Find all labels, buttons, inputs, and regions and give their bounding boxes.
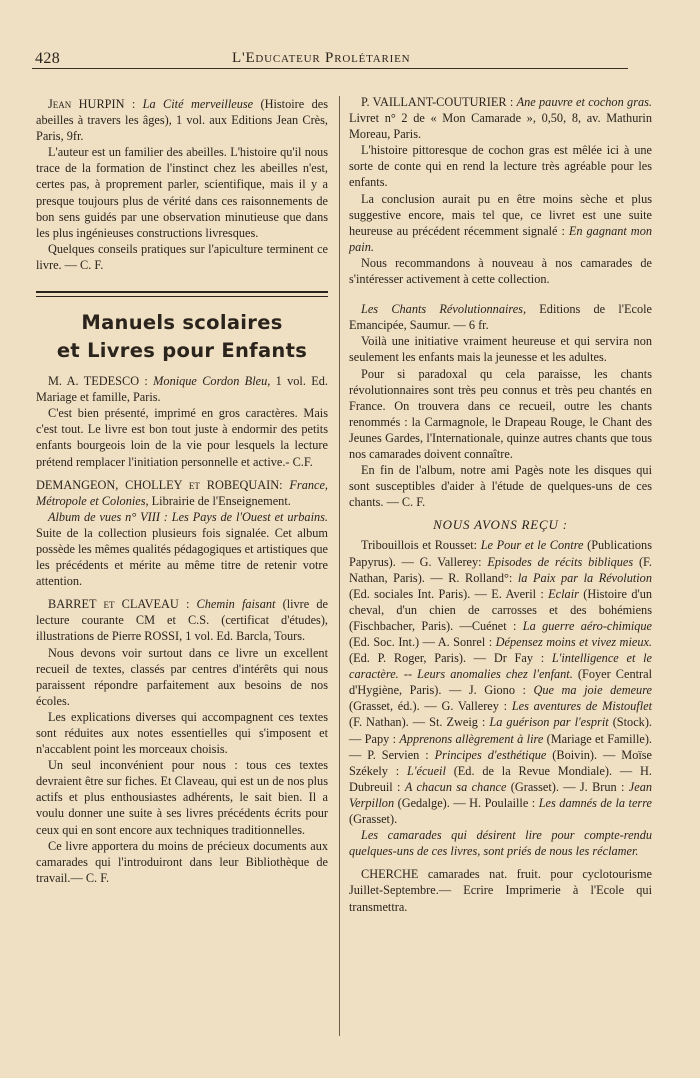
review-paragraph bbox=[349, 191, 652, 255]
classified-lead: CHERCHE bbox=[361, 867, 419, 882]
review-hurpin bbox=[36, 96, 328, 273]
received-author: (Grasset, éd.). — G. Vallerey : bbox=[349, 699, 512, 714]
classified-body: camarades nat. fruit. pour cyclotourisme Juillet-Septembre.— Ecrire Imprimerie à l'Ecole qui transmettra. bbox=[349, 867, 652, 914]
spacer bbox=[349, 859, 652, 866]
review-barret bbox=[36, 596, 328, 886]
received-author: (Ed. sociales Int. Paris). — E. Averil : bbox=[349, 586, 549, 601]
classified-ad bbox=[349, 866, 652, 914]
review-publication: (livre de lecture courante CM et C.S. (certificat d'études), illustrations de Pierre ROSSI, 1 vol. Ed. Barcla, Tours. bbox=[36, 597, 329, 644]
spacer bbox=[36, 470, 328, 477]
received-author: (Ed. Soc. Int.) — A. Sonrel : bbox=[349, 635, 496, 649]
review-author: BARRET et CLAVEAU : bbox=[48, 597, 197, 612]
received-title: Les damnés de la terre bbox=[538, 795, 652, 810]
received-author: Tribouillois et Rousset: bbox=[361, 538, 481, 553]
received-title: Le Pour et le Contre bbox=[480, 538, 584, 553]
received-author: (Ed. de la Revue Mondiale). — H. Dubreuil : bbox=[349, 763, 652, 794]
review-paragraph: L'auteur est un familier des abeilles. L'histoire qu'il nous trace de la formation de l'instinct chez les abeilles n'est, certes pas, à proprement parler, scientifique, mais il y a presque toujours plus de vérité dans ces raisonnements de bon sens guidés par une observation minutieuse que dans les plus ingénieuses constructions livresques. bbox=[36, 145, 328, 240]
received-section bbox=[349, 517, 652, 859]
review-tedesco bbox=[36, 373, 328, 470]
received-author: (Foyer Central d'Hygiène, Paris). — J. Giono : bbox=[349, 667, 652, 698]
received-author: (Gedalge). — H. Poulaille : bbox=[394, 795, 539, 810]
review-publication: Livret n° 2 de « Mon Camarade », 0,50, 8, av. Mathurin Moreau, Paris. bbox=[349, 111, 652, 142]
review-publication: (Histoire des abeilles à travers les âges), 1 vol. aux Editions Jean Crès, Paris, 9fr. bbox=[36, 97, 328, 144]
page-number: 428 bbox=[35, 50, 61, 67]
review-paragraph: L'histoire pittoresque de cochon gras est mêlée ici à une sorte de conte qui en rend la lecture très agréable pour les enfants. bbox=[349, 143, 652, 190]
review-reference bbox=[36, 477, 328, 509]
review-paragraph: Nous recommandons à nouveau à nos camarades de s'intéresser activement à cette collection. bbox=[349, 255, 652, 287]
review-author: DEMANGEON, CHOLLEY et ROBEQUAIN: bbox=[36, 477, 290, 492]
received-author: (Ed. P. Roger, Paris). — Dr Fay : bbox=[349, 651, 552, 666]
left-column bbox=[36, 96, 328, 886]
review-paragraph: Les explications diverses qui accompagnent ces textes sont réduites aux notes essentielles qui s'imposent et n'accablent point les morceaux choisis. bbox=[36, 709, 328, 757]
received-title: Eclair bbox=[548, 586, 579, 601]
received-author: (Mariage et Famille). — P. Servien : bbox=[349, 731, 652, 762]
received-title: Principes d'esthétique bbox=[434, 747, 547, 762]
received-author: (Grasset). — J. Brun : bbox=[506, 779, 629, 794]
album-title: Album de vues n° VIII : Les Pays de l'Ouest et urbains. bbox=[48, 509, 328, 524]
section-rule bbox=[36, 291, 328, 297]
review-paragraph: Quelques conseils pratiques sur l'apiculture terminent ce livre. — C. F. bbox=[36, 241, 328, 272]
review-paragraph: Nous devons voir surtout dans ce livre un excellent recueil de textes, classés par centres d'intérêts qui nous paraissent répondre parfaitement aux besoins de nos écoles. bbox=[36, 645, 328, 708]
received-author: (F. Nathan). — St. Zweig : bbox=[349, 715, 490, 730]
header-rule bbox=[32, 68, 628, 69]
review-paragraph: Pour si paradoxal qu cela paraisse, les chants révolutionnaires sont très peu connus et très peu chantés en France. On trouvera dans ce recueil, outre les chants renommés : la Carmagnole, le Drapeau Rouge, le Chant des Jeunes Gardes, l'Internationale, quinze autres chants que tous nos camarades doivent connaître. bbox=[349, 366, 652, 461]
received-title: Jean Verpillon bbox=[349, 779, 653, 810]
received-author: (Grasset). bbox=[349, 812, 398, 827]
review-author: Jean HURPIN : bbox=[48, 97, 143, 111]
received-heading: NOUS AVONS REÇU : bbox=[433, 517, 568, 533]
section-title-line: Manuels scolaires bbox=[81, 311, 283, 335]
review-book-title: En gagnant mon pain. bbox=[349, 223, 652, 254]
review-author: P. VAILLANT-COUTURIER : bbox=[361, 95, 517, 109]
received-author: (F. Nathan, Paris). — R. Rolland°: bbox=[349, 554, 652, 585]
review-paragraph: C'est bien présenté, imprimé en gros caractères. Mais c'est tout. Le livre est bon tout juste à endormir des petits enfants bourgeois loin de la vie pour lesquels la lecture prétend remplacer l'initiation personnelle et active.- C.F. bbox=[36, 406, 328, 469]
journal-title: L'Educateur Prolétarien bbox=[232, 50, 411, 66]
review-paragraph: En fin de l'album, notre ami Pagès note les disques qui sont susceptibles d'aider à l'étude de quelques-uns de ces chants. — C. F. bbox=[349, 463, 652, 510]
review-publication: Librairie de l'Enseignement. bbox=[148, 493, 291, 508]
review-publication: Editions de l'Ecole Emancipée, Saumur. — 6 fr. bbox=[349, 302, 652, 333]
review-book-title: Les Chants Révolutionnaires, bbox=[361, 302, 527, 317]
review-book-title: La Cité merveilleuse bbox=[142, 97, 254, 111]
received-title: Les aventures de Mistouflet bbox=[511, 699, 652, 714]
received-author: (Stock). — Papy : bbox=[349, 715, 652, 746]
review-author: M. A. TEDESCO : bbox=[48, 374, 154, 389]
received-title: A chacun sa chance bbox=[404, 779, 507, 794]
review-book-title: Chemin faisant bbox=[196, 597, 276, 612]
received-title: La guérison par l'esprit bbox=[489, 715, 609, 730]
received-title: L'intelligence et le caractère. -- Leurs anomalies chez l'enfant. bbox=[349, 651, 652, 682]
review-paragraph bbox=[36, 509, 328, 589]
classified-text bbox=[349, 866, 652, 914]
received-title: Dépensez moins et vivez mieux. bbox=[495, 635, 652, 649]
received-title: Que ma joie demeure bbox=[533, 683, 652, 698]
received-title: Episodes de récits bibliques bbox=[487, 554, 634, 569]
received-title: La guerre aéro-chimique bbox=[522, 618, 652, 633]
column-divider bbox=[339, 96, 340, 1036]
review-paragraph: Voilà une initiative vraiment heureuse et qui servira non seulement les enfants mais la jeunesse et les adultes. bbox=[349, 334, 652, 365]
right-column bbox=[349, 94, 652, 915]
spacer bbox=[349, 287, 652, 294]
review-reference bbox=[349, 94, 652, 142]
review-chants bbox=[349, 301, 652, 510]
review-publication: 1 vol. Ed. Mariage et famille, Paris. bbox=[36, 374, 328, 405]
section-title-line: et Livres pour Enfants bbox=[56, 339, 308, 363]
received-author: (Publications Papyrus). — G. Vallerey: bbox=[349, 538, 652, 569]
review-reference bbox=[36, 596, 328, 644]
review-demangeon bbox=[36, 477, 328, 590]
review-text: Suite de la collection plusieurs fois signalée. Cet album possède les mêmes qualités pédagogiques et artistiques que les précédents et mérite au même titre de retenir votre attention. bbox=[36, 525, 328, 589]
review-paragraph: Ce livre apportera du moins de précieux documents aux camarades qui l'introduiront dans leur Bibliothèque de travail.— C. F. bbox=[36, 838, 328, 885]
review-reference bbox=[36, 96, 328, 144]
page-header bbox=[32, 46, 632, 70]
received-author: (Histoire d'un cheval, d'un chien de carrosses et des bohémiens (Fischbacher, Paris). —Cuénet : bbox=[349, 586, 652, 633]
received-title: la Paix par la Révolution bbox=[517, 570, 652, 585]
spacer bbox=[349, 510, 652, 517]
spacer bbox=[36, 589, 328, 596]
review-reference bbox=[349, 301, 652, 333]
received-title: Apprenons allègrement à lire bbox=[399, 731, 544, 746]
review-text: La conclusion aurait pu en être moins sèche et plus suggestive encore, mais tel que, ce livret est une suite heureuse au précédent récemment signalé : bbox=[349, 191, 652, 238]
review-reference bbox=[36, 373, 328, 405]
received-author: (Boivin). — Moïse Székely : bbox=[349, 747, 652, 778]
review-book-title: Ane pauvre et cochon gras. bbox=[516, 95, 652, 109]
section-title bbox=[36, 309, 328, 365]
received-title: L'écueil bbox=[407, 763, 446, 778]
spacer bbox=[349, 294, 652, 301]
review-paragraph: Un seul inconvénient pour nous : tous ces textes devraient être sur fiches. Et Claveau, qui est un de nos plus actifs et plus enthousiastes adhérents, le sait bien. Il a voulu donner une suite à ses livres précédents écrits pour ceux qui en sont encore aux techniques traditionnelles. bbox=[36, 758, 328, 837]
received-note: Les camarades qui désirent lire pour compte-rendu quelques-uns de ces livres, sont priés de nous les réclamer. bbox=[349, 828, 652, 859]
review-book-title: Monique Cordon Bleu, bbox=[153, 374, 271, 389]
review-vaillant-couturier bbox=[349, 94, 652, 287]
received-list bbox=[349, 537, 652, 827]
review-book-title: France, Métropole et Colonies, bbox=[36, 477, 328, 508]
